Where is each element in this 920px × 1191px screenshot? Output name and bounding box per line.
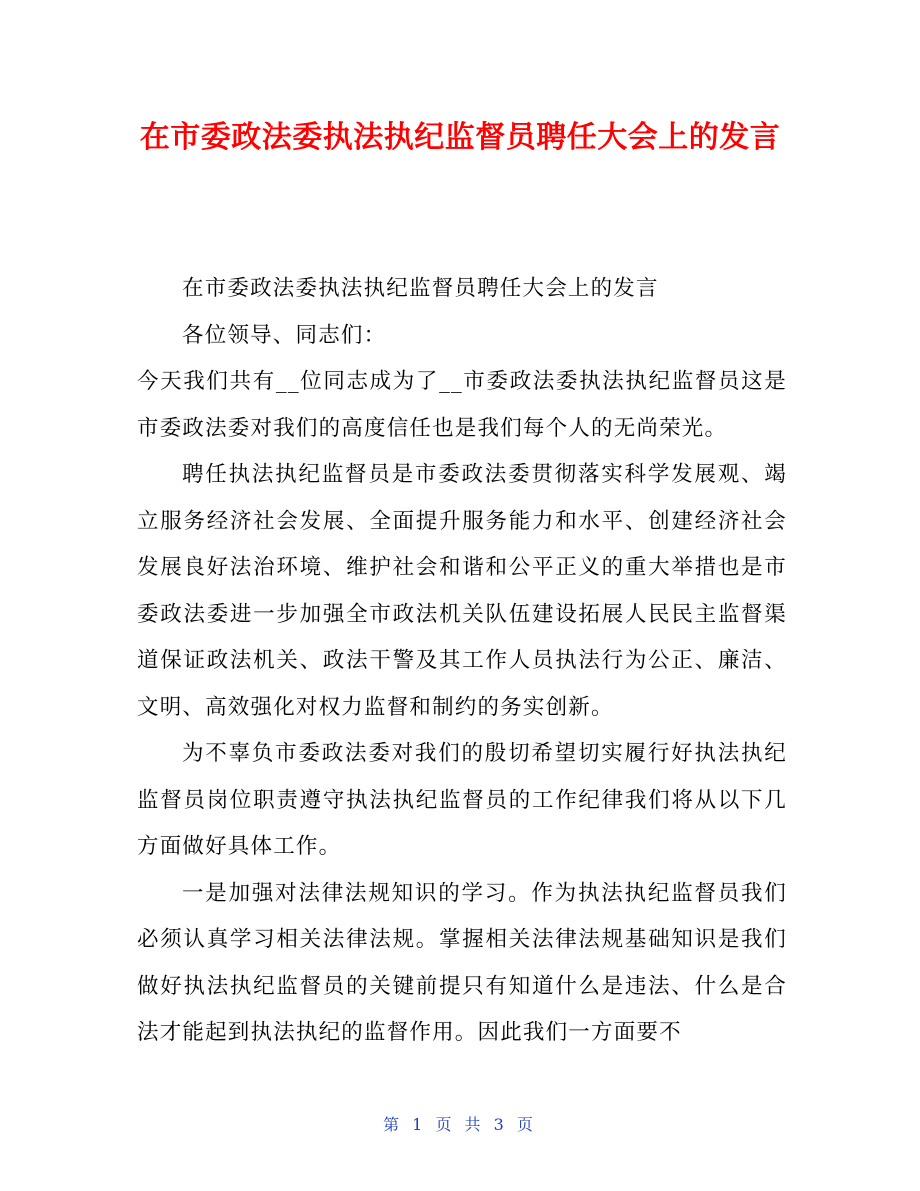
document-title: 在市委政法委执法执纪监督员聘任大会上的发言 <box>139 120 781 155</box>
paragraph-salutation: 各位领导、同志们： <box>182 322 387 348</box>
paragraph-commitment: 为不辜负市委政法委对我们的殷切希望切实履行好执法执纪监督员岗位职责遵守执法执纪监督员的工作纪律我们将从以下几方面做好具体工作。 <box>137 741 787 859</box>
document-body <box>137 266 787 1057</box>
paragraph-heading: 在市委政法委执法执纪监督员聘任大会上的发言 <box>182 276 659 301</box>
paragraph-point-one: 一是加强对法律法规知识的学习。作为执法执纪监督员我们必须认真学习相关法律法规。掌握相关法律法规基础知识是我们做好执法执纪监督员的关键前提只有知道什么是违法、什么是合法才能起到执法执纪的监督作用。因此我们一方面要不 <box>137 880 787 1045</box>
paragraph-intro: 今天我们共有__位同志成为了__市委政法委执法执纪监督员这是市委政法委对我们的高度信任也是我们每个人的无尚荣光。 <box>137 369 787 441</box>
page-number-footer: 第 1 页 共 3 页 <box>383 1115 537 1134</box>
paragraph-significance: 聘任执法执纪监督员是市委政法委贯彻落实科学发展观、竭立服务经济社会发展、全面提升服务能力和水平、创建经济社会发展良好法治环境、维护社会和谐和公平正义的重大举措也是市委政法委进一步加强全市政法机关队伍建设拓展人民民主监督渠道保证政法机关、政法干警及其工作人员执法行为公正、廉洁、文明、高效强化对权力监督和制约的务实创新。 <box>137 462 787 720</box>
